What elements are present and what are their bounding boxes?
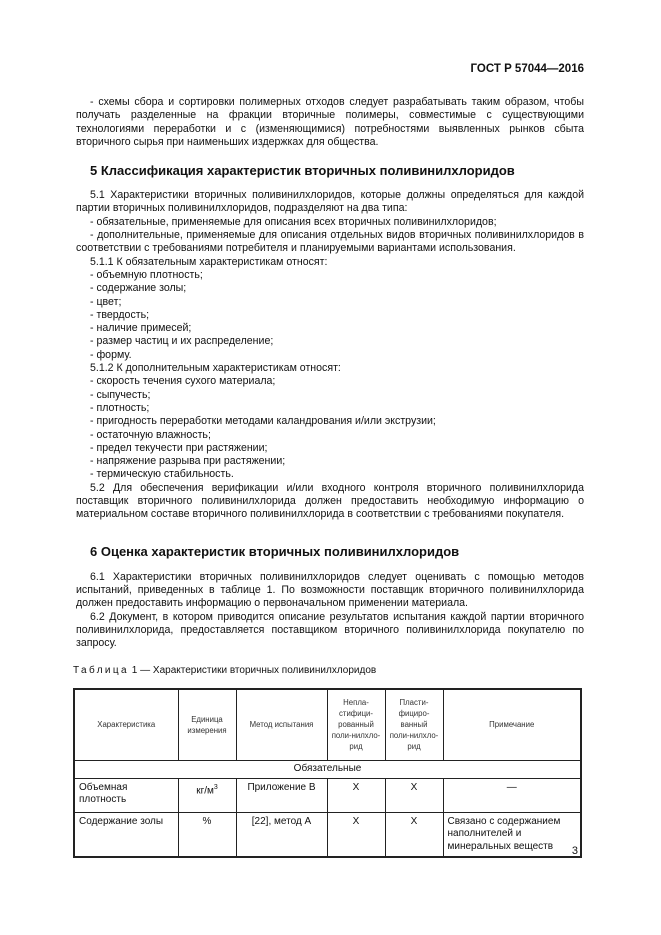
cell-unplasticized: X xyxy=(327,812,385,857)
mandatory-item: - твердость; xyxy=(90,308,150,321)
table-row xyxy=(74,812,581,857)
paragraph-5-1-1: 5.1.1 К обязательным характеристикам относят: xyxy=(90,255,328,268)
header-characteristic: Характеристика xyxy=(74,689,178,761)
section-5-title: 5 Классификация характеристик вторичных поливинилхлоридов xyxy=(90,163,515,179)
cell-unit: % xyxy=(178,812,236,857)
cell-note: Связано с содержанием наполнителей и минеральных веществ xyxy=(443,812,581,857)
cell-unit-superscript: 3 xyxy=(213,783,218,791)
cell-plasticized: X xyxy=(385,778,443,812)
additional-item: - предел текучести при растяжении; xyxy=(90,441,268,454)
table-caption-text: 1 — Характеристики вторичных поливинилхлоридов xyxy=(129,665,377,677)
paragraph-6-2: 6.2 Документ, в котором приводится описание результатов испытания каждой партии вторичного поливинилхлорида, предоставляется поставщиком вторичного поливинилхлорида покупателю по запросу. xyxy=(76,610,584,650)
paragraph-5-1-2: 5.1.2 К дополнительным характеристикам относят: xyxy=(90,362,341,375)
cell-unplasticized: X xyxy=(327,778,385,812)
mandatory-item: - размер частиц и их распределение; xyxy=(90,335,274,348)
additional-item: - пригодность переработки методами каландрования и/или экструзии; xyxy=(90,415,436,428)
additional-item: - напряжение разрыва при растяжении; xyxy=(90,455,286,468)
header-method: Метод испытания xyxy=(236,689,327,761)
additional-item: - плотность; xyxy=(90,401,150,414)
paragraph-5-2: 5.2 Для обеспечения верификации и/или входного контроля вторичного поливинилхлорида поставщик вторичного поливинилхлорида должен предоставить необходимую информацию о материальном составе вторичного поливинилхлорида в соответствии с требованиями покупателя. xyxy=(76,481,584,521)
header-plasticized: Пласти-фициро-ванный поли-нилхло-рид xyxy=(385,689,443,761)
cell-method: [22], метод А xyxy=(236,812,327,857)
subheader-mandatory: Обязательные xyxy=(74,761,581,779)
header-note: Примечание xyxy=(443,689,581,761)
cell-plasticized: X xyxy=(385,812,443,857)
mandatory-item: - цвет; xyxy=(90,295,122,308)
mandatory-item: - объемную плотность; xyxy=(90,268,203,281)
cell-note: — xyxy=(443,778,581,812)
intro-paragraph: - схемы сбора и сортировки полимерных отходов следует разрабатывать таким образом, чтобы получать разделенные на фракции вторичные полимеры, совместимые с существующими технологиями переработки и с (изменяющимися) потребностями выявленных рынков сбыта вторичного сырья при наименьших издержках для общества. xyxy=(76,96,584,148)
table-caption-word: Таблица xyxy=(73,665,130,677)
cell-unit-text: кг/м xyxy=(196,785,214,797)
type-item: - обязательные, применяемые для описания всех вторичных поливинилхлоридов; xyxy=(90,215,497,228)
cell-characteristic: Объемная плотность xyxy=(74,778,178,812)
table-caption xyxy=(73,664,584,677)
table-row xyxy=(74,778,581,812)
additional-item: - скорость течения сухого материала; xyxy=(90,375,276,388)
mandatory-item: - наличие примесей; xyxy=(90,322,192,335)
page-number: 3 xyxy=(571,845,578,857)
document-header-id: ГОСТ Р 57044—2016 xyxy=(470,63,584,75)
additional-item: - термическую стабильность. xyxy=(90,468,234,481)
cell-characteristic: Содержание золы xyxy=(74,812,178,857)
mandatory-item: - форму. xyxy=(90,348,132,361)
header-unit: Единица измерения xyxy=(178,689,236,761)
additional-item: - остаточную влажность; xyxy=(90,428,211,441)
section-6-title: 6 Оценка характеристик вторичных поливинилхлоридов xyxy=(90,543,460,559)
header-unplasticized: Непла-стифици-рованный поли-нилхло-рид xyxy=(327,689,385,761)
cell-unit xyxy=(178,778,236,812)
cell-method: Приложение В xyxy=(236,778,327,812)
paragraph-6-1: 6.1 Характеристики вторичных поливинилхлоридов следует оценивать с помощью методов испытаний, приведенных в таблице 1. По возможности поставщик вторичного поливинилхлорида должен предоставить информацию о первоначальном применении материала. xyxy=(76,570,584,610)
additional-item: - сыпучесть; xyxy=(90,388,151,401)
page-content xyxy=(73,96,584,858)
paragraph-5-1: 5.1 Характеристики вторичных поливинилхлоридов, которые должны определяться для каждой партии вторичных поливинилхлоридов, подразделяют на два типа: xyxy=(76,189,584,215)
mandatory-item: - содержание золы; xyxy=(90,282,187,295)
type-item: - дополнительные, применяемые для описания отдельных видов вторичных поливинилхлоридов в соответствии с требованиями потребителя и планируемыми вариантами использования. xyxy=(76,229,584,255)
characteristics-table xyxy=(73,688,582,859)
